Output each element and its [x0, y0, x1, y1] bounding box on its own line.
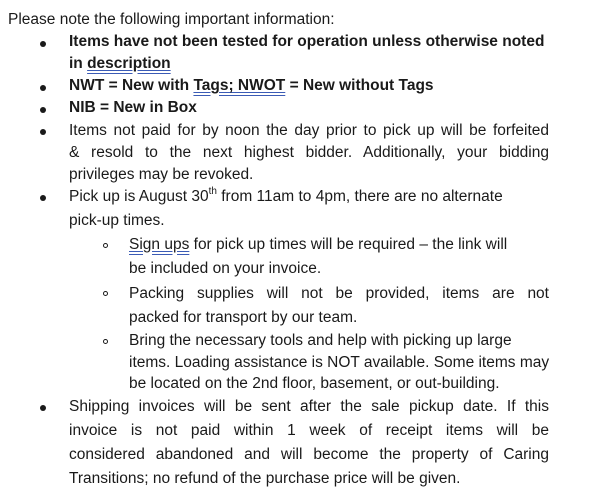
bullet-marker [40, 405, 46, 411]
bullet-5-line-1: Pick up is August 30th from 11am to 4pm, there are no alternate [69, 185, 503, 205]
bullet-marker [40, 129, 46, 135]
bullet-4-line-3: privileges may be revoked. [69, 166, 254, 183]
sub-bullet-3-line-2: items. Loading assistance is NOT available. Some items may [129, 354, 550, 371]
bullet-4-line-2: & resold to the next highest bidder. Additionally, your bidding [69, 144, 549, 161]
sub-bullet-marker [103, 339, 108, 344]
bullet-1-line-1: Items have not been tested for operation unless otherwise noted [69, 33, 545, 50]
sub-bullet-marker [103, 243, 108, 248]
bullet-4-line-1: Items not paid for by noon the day prior to pick up will be forfeited [69, 122, 549, 139]
tags-link[interactable]: Tags; NWOT [193, 77, 286, 94]
bullet-6-line-2: invoice is not paid within 1 week of receipt items will be [69, 422, 549, 439]
bullet-6-line-3: considered abandoned and will become the property of Caring [69, 446, 549, 463]
bullet-marker [40, 41, 46, 47]
sub-bullet-1-line-2: be included on your invoice. [129, 260, 322, 277]
bullet-6-line-4: Transitions; no refund of the purchase price will be given. [69, 470, 461, 487]
sub-bullet-1-line-1: Sign ups for pick up times will be required – the link will [129, 236, 508, 253]
sub-bullet-3-line-1: Bring the necessary tools and help with picking up large [129, 332, 512, 349]
sub-bullet-marker [103, 291, 108, 296]
sign-ups-link[interactable]: Sign ups [129, 236, 190, 253]
bullet-2-line: NWT = New with Tags; NWOT = New without Tags [69, 77, 434, 94]
bullet-marker [40, 195, 46, 201]
bullet-marker [40, 85, 46, 91]
bullet-1-line-2: in description [69, 55, 171, 72]
sub-bullet-2-line-1: Packing supplies will not be provided, items are not [129, 285, 549, 302]
intro-text: Please note the following important information: [8, 11, 335, 28]
bullet-3-line: NIB = New in Box [69, 99, 197, 116]
bullet-marker [40, 107, 46, 113]
sub-bullet-3-line-3: be located on the 2nd floor, basement, or out-building. [129, 375, 500, 392]
bullet-6-line-1: Shipping invoices will be sent after the sale pickup date. If this [69, 398, 549, 415]
bullet-5-line-2: pick-up times. [69, 212, 165, 229]
sub-bullet-2-line-2: packed for transport by our team. [129, 309, 358, 326]
description-link[interactable]: description [87, 55, 171, 72]
